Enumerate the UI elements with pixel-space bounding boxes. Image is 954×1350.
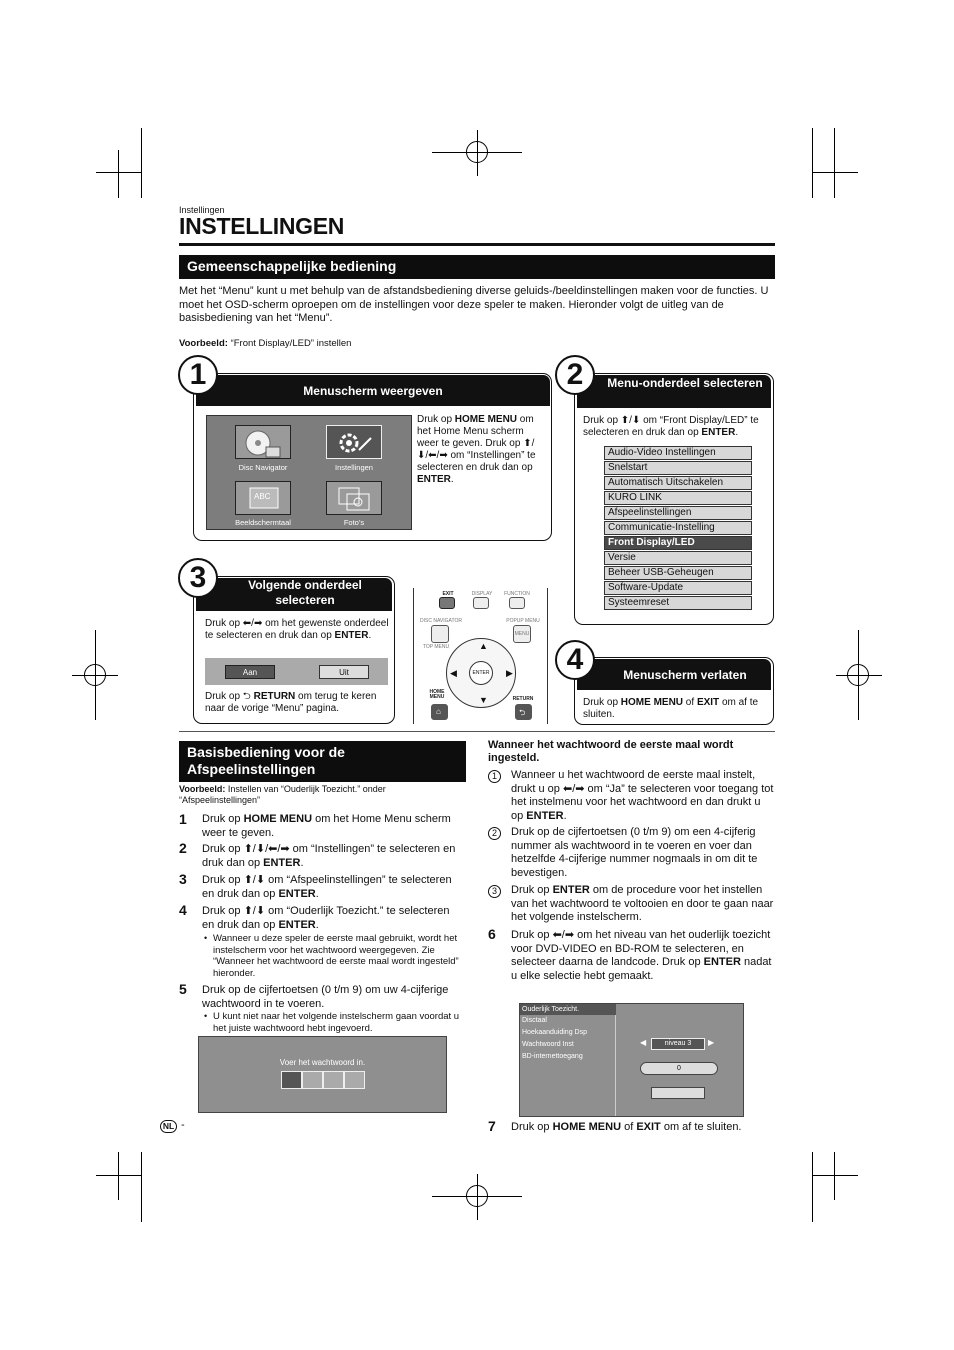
home-menu-label: HOME MENU bbox=[429, 689, 445, 700]
text: om af te sluiten. bbox=[583, 697, 759, 720]
text: of bbox=[621, 1121, 637, 1133]
step1-instructions bbox=[417, 414, 545, 486]
text: om “Instellingen” te selecteren en druk dan op bbox=[202, 843, 456, 869]
remote-edge bbox=[547, 588, 548, 724]
key-name: ENTER bbox=[417, 474, 451, 485]
text: . bbox=[315, 918, 319, 931]
arrow-up-icon[interactable]: ▲ bbox=[479, 641, 488, 651]
confirm-field[interactable] bbox=[651, 1087, 705, 1099]
arrow-keys: ⬆/⬇ bbox=[620, 415, 641, 426]
section-divider bbox=[179, 731, 775, 732]
crop-mark bbox=[141, 128, 142, 198]
text: om het niveau van het ouderlijk toezicht voor DVD-VIDEO en BD-ROM te selecteren, en selecteer daarna de landcode. Druk op bbox=[511, 929, 771, 968]
popup-menu-label: POPUP MENU bbox=[506, 618, 540, 624]
text: om “Ja” te selecteren voor toegang tot het instelmenu voor het wachtwoord en dan drukt u op bbox=[511, 782, 774, 822]
function-button[interactable] bbox=[509, 597, 525, 609]
key-name: ENTER bbox=[278, 887, 316, 900]
crop-mark bbox=[96, 172, 142, 173]
enter-button[interactable]: ENTER bbox=[469, 661, 493, 685]
step2-number: 2 bbox=[555, 355, 595, 395]
home-menu-button[interactable] bbox=[431, 704, 448, 720]
photos-tile[interactable] bbox=[326, 481, 382, 515]
menu-item[interactable]: Versie bbox=[604, 551, 752, 565]
option-uit[interactable]: Uit bbox=[319, 665, 369, 679]
key-name: HOME MENU bbox=[243, 813, 313, 825]
step2-title: Menu-onderdeel selecteren bbox=[577, 375, 771, 408]
arrow-keys: ⬆/⬇ bbox=[243, 874, 266, 886]
step4-instructions bbox=[583, 697, 771, 721]
return-label: RETURN bbox=[512, 696, 534, 702]
step-number: 4 bbox=[179, 902, 187, 918]
key-name: ENTER bbox=[263, 856, 301, 869]
step5-note: U kunt niet naar het volgende instelscherm gaan voordat u het juiste wachtwoord hebt ingevoerd. bbox=[213, 1011, 460, 1034]
text: om het Home Menu scherm weer te geven. bbox=[202, 813, 451, 839]
menu-item[interactable]: Systeemreset bbox=[604, 596, 752, 610]
key-name: HOME MENU bbox=[454, 414, 518, 425]
crop-mark bbox=[812, 1152, 813, 1222]
step3-return bbox=[205, 691, 391, 715]
step-number: 6 bbox=[488, 926, 496, 942]
step-number: 1 bbox=[179, 811, 187, 827]
circled-number: 3 bbox=[488, 885, 501, 898]
menu-item[interactable]: Audio-Video Instellingen bbox=[604, 446, 752, 460]
return-button[interactable] bbox=[515, 704, 532, 720]
menu-item[interactable]: Beheer USB-Geheugen bbox=[604, 566, 752, 580]
parental-menu-item[interactable]: Wachtwoord Inst bbox=[522, 1041, 574, 1048]
parental-menu-item[interactable]: Disctaal bbox=[522, 1017, 547, 1024]
section-intro: Met het “Menu” kunt u met behulp van de afstandsbediening diverse geluids-/beeldinstellingen maken voor de functies. U moet het OSD-scherm oproepen om de instellingen voor deze speler te maken. Hieronder volgt de uitleg van de basisbediening van het “Menu”. bbox=[179, 285, 769, 324]
step-number: 3 bbox=[179, 871, 187, 887]
text: nadat u elke selectie hebt gemaakt. bbox=[511, 956, 772, 982]
parental-control-screen bbox=[519, 1003, 744, 1117]
example-text: Instellen van “Ouderlijk Toezicht.” onder “Afspeelinstellingen” bbox=[179, 784, 386, 805]
abc-label: ABC bbox=[254, 492, 271, 501]
text: of bbox=[683, 697, 697, 708]
password-prompt: Voer het wachtwoord in. bbox=[279, 1058, 366, 1067]
key-name: ENTER bbox=[526, 809, 564, 822]
return-icon: ⮌ bbox=[242, 691, 254, 702]
section-heading-playback: Basisbediening voor de Afspeelinstellingen bbox=[179, 741, 466, 782]
menu-item[interactable]: Snelstart bbox=[604, 461, 752, 475]
key-name: ENTER bbox=[278, 918, 316, 931]
password-item-3 bbox=[511, 884, 774, 925]
menu-item[interactable]: Afspeelinstellingen bbox=[604, 506, 752, 520]
menu-label: MENU bbox=[514, 631, 530, 637]
step1-title: Menuscherm weergeven bbox=[196, 375, 550, 406]
text: Druk op bbox=[205, 618, 243, 629]
register-circle bbox=[847, 664, 869, 686]
key-name: HOME MENU bbox=[552, 1121, 622, 1133]
function-label: FUNCTION bbox=[504, 591, 530, 597]
text: Wanneer u het wachtwoord de eerste maal instelt, drukt u op bbox=[511, 769, 756, 795]
tile-label: Disc Navigator bbox=[238, 463, 288, 472]
title-rule bbox=[179, 243, 775, 246]
playback-step-4 bbox=[202, 905, 464, 932]
arrow-right-icon[interactable]: ▶ bbox=[708, 1038, 715, 1047]
password-item-1 bbox=[511, 769, 774, 823]
parental-menu-item-selected[interactable]: Ouderlijk Toezicht. bbox=[520, 1004, 616, 1015]
page-title: INSTELLINGEN bbox=[179, 213, 345, 239]
remote-edge bbox=[413, 588, 414, 724]
step-number: 2 bbox=[179, 840, 187, 856]
arrow-keys: ⬆/⬇ bbox=[243, 905, 266, 917]
text: . bbox=[300, 856, 304, 869]
bullet-icon: • bbox=[204, 933, 208, 943]
text: om “Afspeelinstellingen” te selecteren en druk dan op bbox=[202, 874, 452, 900]
disc-navigator-tile[interactable] bbox=[235, 425, 291, 459]
text: Druk op bbox=[205, 691, 243, 702]
photo-icon bbox=[327, 482, 383, 516]
display-button[interactable] bbox=[473, 597, 489, 609]
menu-item[interactable]: KURO LINK bbox=[604, 491, 752, 505]
text: om het gewenste onderdeel te selecteren en druk dan op bbox=[205, 618, 389, 641]
country-code-field[interactable]: 0 bbox=[640, 1062, 718, 1075]
key-name: RETURN bbox=[253, 691, 296, 702]
text: Druk op bbox=[583, 697, 621, 708]
playback-step-3 bbox=[202, 874, 464, 901]
key-name: EXIT bbox=[696, 697, 720, 708]
key-name: ENTER bbox=[701, 427, 736, 438]
register-circle bbox=[84, 664, 106, 686]
crop-mark bbox=[118, 1152, 119, 1200]
breadcrumb: Instellingen bbox=[179, 205, 225, 215]
disc-icon bbox=[236, 426, 292, 460]
tile-label: Beeldschermtaal bbox=[235, 518, 291, 527]
playback-step-6 bbox=[511, 929, 774, 983]
step4-number: 4 bbox=[555, 640, 595, 680]
text: om “Instellingen” te selecteren en druk dan op bbox=[417, 450, 536, 473]
text: Druk op bbox=[511, 929, 553, 941]
step3-title: Volgende onderdeel selecteren bbox=[196, 578, 392, 611]
return-icon: ⮌ bbox=[519, 708, 526, 717]
text: om “Front Display/LED” te selecteren en druk dan op bbox=[583, 415, 759, 438]
bullet-icon: • bbox=[204, 1011, 208, 1021]
step4-title: Menuscherm verlaten bbox=[577, 659, 771, 690]
step-number: 5 bbox=[179, 981, 187, 997]
playback-step-1 bbox=[202, 813, 464, 840]
exit-label: EXIT bbox=[442, 591, 454, 597]
circled-number: 2 bbox=[488, 827, 501, 840]
text: Druk op bbox=[417, 414, 455, 425]
text: . bbox=[563, 809, 567, 822]
password-digit[interactable] bbox=[344, 1071, 365, 1089]
password-item-2: Druk op de cijfertoetsen (0 t/m 9) om een 4-cijferig nummer als wachtwoord in te voeren en voer dan hetzelfde 4-cijferige nummer nogmaals in om dit te bevestigen. bbox=[511, 826, 758, 879]
step3-instructions bbox=[205, 618, 391, 642]
tile-label: Foto’s bbox=[343, 518, 365, 527]
arrow-right-icon[interactable]: ▶ bbox=[506, 668, 513, 678]
step1-number: 1 bbox=[178, 355, 218, 395]
example-line-2 bbox=[179, 784, 464, 806]
text: Druk op bbox=[202, 843, 244, 855]
crop-mark bbox=[812, 1175, 858, 1176]
crop-mark bbox=[96, 1175, 142, 1176]
text: Druk op bbox=[511, 884, 553, 896]
text: Druk op bbox=[583, 415, 621, 426]
text: Druk op bbox=[202, 813, 244, 825]
playback-step-5: Druk op de cijfertoetsen (0 t/m 9) om uw 4-cijferige wachtwoord in te voeren. bbox=[202, 984, 449, 1010]
text: Druk op bbox=[511, 1121, 553, 1133]
arrow-keys: ⬆/⬇/⬅/➡ bbox=[417, 438, 535, 461]
crop-mark bbox=[141, 1152, 142, 1222]
crop-mark bbox=[834, 1152, 835, 1200]
text: Druk op bbox=[202, 874, 244, 886]
arrow-keys: ⬅/➡ bbox=[552, 929, 575, 941]
example-text: “Front Display/LED” instellen bbox=[230, 338, 352, 349]
menu-item[interactable]: Software-Update bbox=[604, 581, 752, 595]
key-name: ENTER bbox=[552, 884, 590, 896]
arrow-left-icon[interactable]: ◀ bbox=[450, 668, 457, 678]
level-selector[interactable]: niveau 3 bbox=[651, 1038, 705, 1050]
menu-item[interactable]: Communicatie-Instelling bbox=[604, 521, 752, 535]
settings-menu-list bbox=[604, 446, 754, 614]
step4-note: Wanneer u deze speler de eerste maal gebruikt, wordt het instelscherm voor het wachtwoord weergegeven. Zie “Wanneer het wachtwoord de eerste maal wordt ingesteld” hieronder. bbox=[213, 933, 459, 979]
example-label: Voorbeeld: bbox=[179, 338, 228, 349]
step2-instructions bbox=[583, 415, 773, 439]
section-heading-common: Gemeenschappelijke bediening bbox=[179, 255, 775, 279]
arrow-keys: ⬆/⬇/⬅/➡ bbox=[243, 843, 290, 855]
arrow-keys: ⬅/➡ bbox=[242, 618, 263, 629]
crop-mark bbox=[118, 150, 119, 198]
parental-menu-item[interactable]: Hoekaanduiding Dsp bbox=[522, 1029, 587, 1036]
option-row bbox=[205, 658, 388, 685]
arrow-down-icon[interactable]: ▼ bbox=[479, 695, 488, 705]
remote-illustration bbox=[413, 588, 549, 724]
home-icon: ⌂ bbox=[436, 707, 441, 716]
crop-mark bbox=[812, 128, 813, 198]
arrow-keys: ⬅/➡ bbox=[562, 782, 585, 795]
option-aan[interactable]: Aan bbox=[225, 665, 275, 679]
menu-item[interactable]: Automatisch Uitschakelen bbox=[604, 476, 752, 490]
example-line bbox=[179, 338, 351, 349]
display-label: DISPLAY bbox=[471, 591, 493, 597]
step-number: 7 bbox=[488, 1118, 496, 1134]
crop-mark bbox=[812, 172, 858, 173]
exit-button[interactable] bbox=[439, 597, 455, 609]
text: . bbox=[735, 427, 739, 438]
text: om af te sluiten. bbox=[660, 1121, 742, 1133]
circled-number: 1 bbox=[488, 770, 501, 783]
text: om “Ouderlijk Toezicht.” te selecteren en druk dan op bbox=[202, 905, 450, 931]
text: Druk op bbox=[202, 905, 244, 917]
text: . bbox=[450, 474, 454, 485]
key-name: HOME MENU bbox=[620, 697, 684, 708]
key-name: ENTER bbox=[334, 630, 369, 641]
nav-ring[interactable] bbox=[446, 638, 516, 708]
disc-navigator-label: DISC NAVIGATOR bbox=[420, 618, 462, 624]
parental-menu-item[interactable]: BD-internettoegang bbox=[522, 1053, 583, 1060]
password-heading: Wanneer het wachtwoord de eerste maal wordt ingesteld. bbox=[488, 739, 734, 764]
register-circle bbox=[466, 1185, 488, 1207]
text: Druk op bbox=[485, 438, 524, 449]
disc-navigator-button[interactable] bbox=[431, 625, 449, 643]
password-digit[interactable] bbox=[323, 1071, 344, 1089]
key-name: EXIT bbox=[636, 1121, 661, 1133]
text: om de procedure voor het instellen van het wachtwoord te voltooien en door te gaan naar het volgende instelscherm. bbox=[511, 884, 774, 923]
menu-item-selected[interactable]: Front Display/LED bbox=[604, 536, 752, 550]
step3-number: 3 bbox=[178, 558, 218, 598]
gear-icon bbox=[327, 426, 383, 460]
parental-menu-list bbox=[520, 1004, 616, 1116]
settings-tile[interactable] bbox=[326, 425, 382, 459]
tile-label: Instellingen bbox=[335, 463, 373, 472]
text: om het Home Menu scherm weer te geven. bbox=[417, 414, 534, 449]
register-circle bbox=[466, 141, 488, 163]
home-menu-screen bbox=[206, 415, 412, 530]
password-digit[interactable] bbox=[281, 1071, 302, 1089]
screen-language-tile[interactable] bbox=[235, 481, 291, 515]
key-name: ENTER bbox=[703, 956, 741, 968]
text: . bbox=[315, 887, 319, 900]
language-badge: NL bbox=[160, 1120, 177, 1133]
text: om terug te keren naar de vorige “Menu” pagina. bbox=[205, 691, 377, 714]
page-dash: - bbox=[181, 1119, 185, 1131]
crop-mark bbox=[834, 128, 835, 198]
arrow-left-icon[interactable]: ◀ bbox=[640, 1038, 647, 1047]
top-menu-label: TOP MENU bbox=[422, 644, 450, 650]
example-label: Voorbeeld: bbox=[179, 784, 226, 794]
playback-step-2 bbox=[202, 843, 464, 870]
password-screen bbox=[198, 1036, 447, 1113]
playback-step-7 bbox=[511, 1121, 774, 1135]
password-digit[interactable] bbox=[302, 1071, 323, 1089]
text: . bbox=[368, 630, 372, 641]
